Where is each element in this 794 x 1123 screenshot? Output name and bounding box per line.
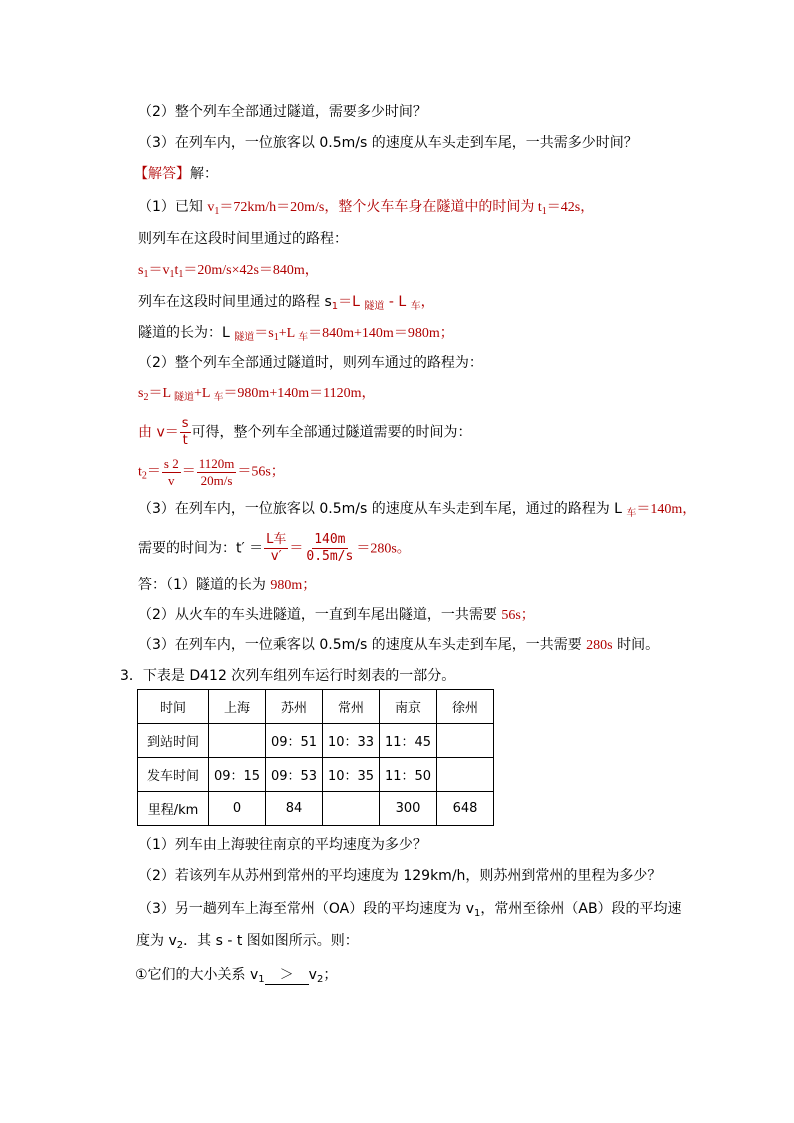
table-cell	[323, 792, 380, 826]
final-answer-1: 答：（1）隧道的长为 980m；	[138, 577, 317, 593]
solution-line-7: $s_2=L$ $_{隧道}$+L $_车$＝980m+140m＝1120m，	[138, 386, 376, 403]
table-row	[138, 724, 494, 758]
fraction-Lche-over-vprime: $\frac{\text{L车}}{v'}$	[266, 532, 287, 564]
table-cell	[437, 758, 494, 792]
table-header-cell: 徐州	[437, 690, 494, 724]
answer-header	[134, 165, 218, 183]
table-cell	[437, 724, 494, 758]
table-cell: 09：53	[266, 758, 323, 792]
question-2: （2）整个列车全部通过隧道，需要多少时间？	[138, 104, 427, 120]
final-answer-3: （3）在列车内，一位乘客以 0.5m/s 的速度从车头走到车尾，一共需要 280s 时间。	[138, 637, 660, 653]
table-cell	[209, 724, 266, 758]
table-header-cell: 常州	[323, 690, 380, 724]
table-header-cell: 上海	[209, 690, 266, 724]
table-cell: 10：35	[323, 758, 380, 792]
subquestion-3-part-1: ①它们的大小关系 $v_1 > v_2$；	[135, 967, 338, 985]
table-header-cell: 时间	[138, 690, 209, 724]
table-row	[138, 792, 494, 826]
answer-tag: 【解答】	[134, 166, 190, 182]
table-row	[138, 758, 494, 792]
table-cell: 11：45	[380, 724, 437, 758]
table-header-cell: 南京	[380, 690, 437, 724]
answer-intro: 解：	[190, 166, 218, 182]
solution-line-8: 由 v＝ $\frac{s}{t}$ 可得，整个列车全部通过隧道需要的时间为：	[138, 416, 472, 448]
table-cell: 09：15	[209, 758, 266, 792]
question-3: （3）在列车内，一位旅客以 0.5m/s 的速度从车头走到车尾，一共需多少时间？	[138, 135, 638, 151]
solution-line-10: （3）在列车内，一位旅客以 0.5m/s 的速度从车头走到车尾，通过的路程为 L $_车$＝140m，	[138, 501, 697, 519]
answer-blank: ＞	[265, 966, 309, 985]
table-cell: 300	[380, 792, 437, 826]
solution-line-2: 则列车在这段时间里通过的路程：	[138, 231, 348, 247]
final-answer-2: （2）从火车的车头进隧道，一直到车尾出隧道，一共需要 56s；	[138, 607, 535, 623]
solution-line-6: （2）整个列车全部通过隧道时，则列车通过的路程为：	[138, 355, 483, 371]
table-cell: 发车时间	[138, 758, 209, 792]
table-cell: 09：51	[266, 724, 323, 758]
question-3-title: 3．下表是 D412 次列车组列车运行时刻表的一部分。	[120, 668, 456, 684]
table-cell: 0	[209, 792, 266, 826]
solution-line-9: $t_2=$ $\frac{s 2}{v}$ ＝ $\frac{1120m}{20m/s}$ ＝56s；	[138, 456, 285, 488]
solution-line-1: （1）已知 $v_1=72km/h=20m/s$，整个火车车身在隧道中的时间为 $t_1=42s$，	[138, 199, 595, 217]
table-cell: 10：33	[323, 724, 380, 758]
table-cell: 11：50	[380, 758, 437, 792]
table-cell: 里程/km	[138, 792, 209, 826]
fraction-140m-over-05ms: $\frac{140m}{0.5m/s}$	[306, 532, 354, 564]
subquestion-3-cont: 度为 $v_2$．其 s - t 图如图所示。则：	[136, 933, 359, 951]
solution-line-5: 隧道的长为：L $_{隧道}=s_1+L$ $_车$＝840m+140m＝980m；	[138, 325, 454, 343]
solution-line-11: 需要的时间为：t′ ＝ $\frac{\text{L车}}{v'}$ ＝ $\frac{140m}{0.5m/s}$ ＝280s。	[138, 532, 411, 564]
fraction-1120m-over-20ms: $\frac{1120m}{20m/s}$	[198, 456, 235, 488]
table-header-cell: 苏州	[266, 690, 323, 724]
table-cell: 648	[437, 792, 494, 826]
table-header-row	[138, 690, 494, 724]
fraction-s-over-t: $\frac{s}{t}$	[181, 416, 189, 448]
fraction-s2-over-v: $\frac{s 2}{v}$	[163, 456, 179, 488]
table-cell: 到站时间	[138, 724, 209, 758]
solution-line-3: $s_1=v_1t_1=20m/s\times 42s=840m$，	[138, 263, 319, 280]
subquestion-2: （2）若该列车从苏州到常州的平均速度为 129km/h，则苏州到常州的里程为多少？	[138, 868, 662, 884]
subquestion-1: （1）列车由上海驶往南京的平均速度为多少？	[138, 837, 427, 853]
solution-line-4: 列车在这段时间里通过的路程 $s_1=L$ $_{隧道}$ - L $_车$，	[138, 294, 435, 312]
subquestion-3: （3）另一趟列车上海至常州（OA）段的平均速度为 $v_1$，常州至徐州（AB）段的平均速	[138, 901, 682, 919]
timetable	[137, 689, 494, 826]
table-cell: 84	[266, 792, 323, 826]
